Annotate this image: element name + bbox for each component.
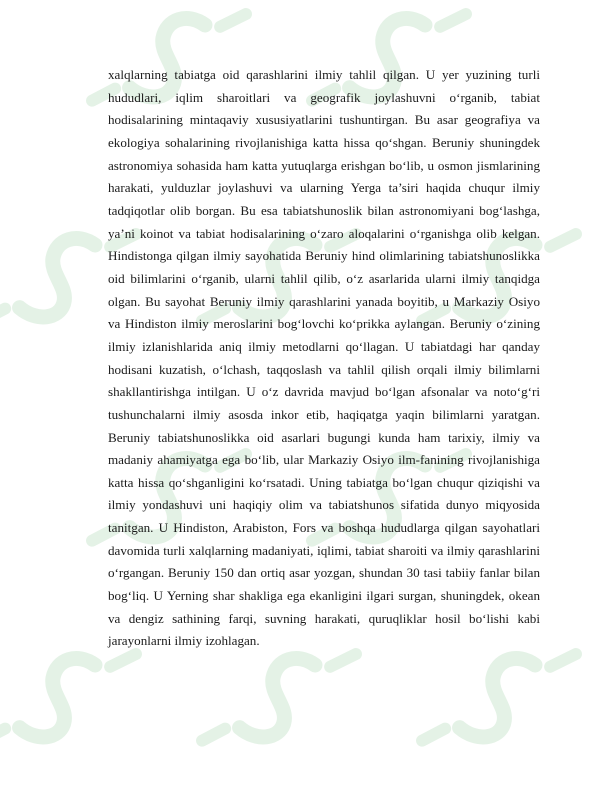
body-paragraph: xalqlarning tabiatga oid qarashlarini ilmiy tahlil qilgan. U yer yuzining turli hududlari, iqlim sharoitlari va geografik joylashuvni o‘rganib, tabiat hodisalarining mintaqaviy xususiyatlarini tushuntirgan. Bu asar geografiya va ekologiya sohalarining rivojlanishiga katta hissa qo‘shgan. Beruniy shuningdek astronomiya sohasida ham katta yutuqlarga erishgan bo‘lib, u osmon jismlarining harakati, yulduzlar joylashuvi va ularning Yerga ta’siri haqida chuqur ilmiy tadqiqotlar olib borgan. Bu esa tabiatshunoslik bilan astronomiyani bog‘lashga, ya’ni koinot va tabiat hodisalarining o‘zaro aloqalarini o‘rganishga olib kelgan. Hindistonga qilgan ilmiy sayohatida Beruniy hind olimlarining tabiatshunoslikka oid bilimlarini o‘rganib, ularni tahlil qilib, o‘z asarlarida ularni ilmiy tanqidga olgan. Bu sayohat Beruniy ilmiy qarashlarini yanada boyitib, u Markaziy Osiyo va Hindiston ilmiy meroslarini bog‘lovchi ko‘prikka aylangan. Beruniy o‘zining ilmiy izlanishlarida aniq ilmiy metodlarni qo‘llagan. U tabiatdagi har qanday hodisani kuzatish, o‘lchash, taqqoslash va tahlil qilish orqali ilmiy bilimlarni shakllantirishga intilgan. U o‘z davrida mavjud bo‘lgan afsonalar va noto‘g‘ri tushunchalarni ilmiy asosda inkor etib, haqiqatga yaqin bilimlarni yaratgan. Beruniy tabiatshunoslikka oid asarlari bugungi kunda ham tarixiy, ilmiy va madaniy ahamiyatga ega bo‘lib, ular Markaziy Osiyo ilm-fanining rivojlanishiga katta hissa qo‘shganligini ko‘rsatadi. Uning tabiatga bo‘lgan chuqur qiziqishi va ilmiy yondashuvi uni haqiqiy olim va tabiatshunos sifatida dunyo miqyosida tanitgan. U Hindiston, Arabiston, Fors va boshqa hududlarga qilgan sayohatlari davomida turli xalqlarning madaniyati, iqlimi, tabiat sharoiti va ilmiy qarashlarini o‘rgangan. Beruniy 150 dan ortiq asar yozgan, shundan 30 tasi tabiiy fanlar bilan bog‘liq. U Yerning shar shakliga ega ekanligini ilgari surgan, shuningdek, okean va dengiz sathining farqi, suvning harakati, quruqliklar hosil bo‘lishi kabi jarayonlarni ilmiy izohlagan. [108, 67, 540, 649]
